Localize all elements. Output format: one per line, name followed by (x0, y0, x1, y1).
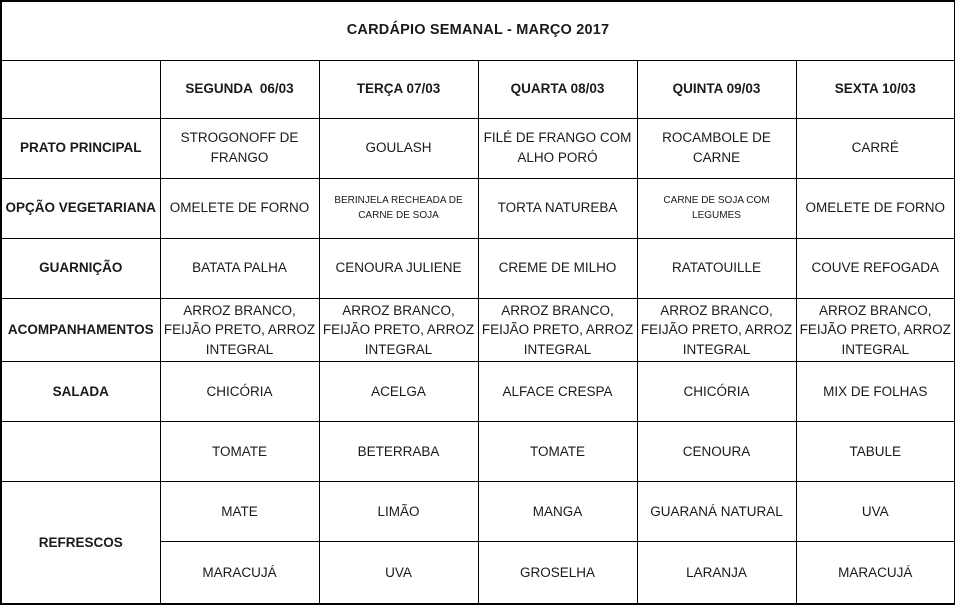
col-header-segunda: SEGUNDA 06/03 (160, 60, 319, 118)
menu-cell: MATE (160, 482, 319, 542)
menu-cell: OMELETE DE FORNO (160, 178, 319, 238)
menu-cell: CHICÓRIA (160, 362, 319, 422)
menu-cell: MANGA (478, 482, 637, 542)
menu-cell: ALFACE CRESPA (478, 362, 637, 422)
col-header-sexta: SEXTA 10/03 (796, 60, 955, 118)
menu-cell: ARROZ BRANCO, FEIJÃO PRETO, ARROZ INTEGRAL (319, 298, 478, 362)
menu-cell: BATATA PALHA (160, 238, 319, 298)
menu-cell: CREME DE MILHO (478, 238, 637, 298)
menu-cell: COUVE REFOGADA (796, 238, 955, 298)
menu-cell: RATATOUILLE (637, 238, 796, 298)
menu-cell: TORTA NATUREBA (478, 178, 637, 238)
menu-cell: GROSELHA (478, 542, 637, 604)
menu-cell: LIMÃO (319, 482, 478, 542)
menu-cell: ARROZ BRANCO, FEIJÃO PRETO, ARROZ INTEGRAL (160, 298, 319, 362)
menu-cell: MARACUJÁ (160, 542, 319, 604)
menu-cell: ROCAMBOLE DE CARNE (637, 118, 796, 178)
menu-cell: ARROZ BRANCO, FEIJÃO PRETO, ARROZ INTEGRAL (637, 298, 796, 362)
menu-cell: GUARANÁ NATURAL (637, 482, 796, 542)
row-label-guarnicao: GUARNIÇÃO (1, 238, 160, 298)
menu-cell: TABULE (796, 422, 955, 482)
menu-cell: ARROZ BRANCO, FEIJÃO PRETO, ARROZ INTEGRAL (478, 298, 637, 362)
menu-cell: BERINJELA RECHEADA DE CARNE DE SOJA (319, 178, 478, 238)
menu-cell: ARROZ BRANCO, FEIJÃO PRETO, ARROZ INTEGRAL (796, 298, 955, 362)
col-header-quarta: QUARTA 08/03 (478, 60, 637, 118)
menu-cell: CHICÓRIA (637, 362, 796, 422)
col-header-quinta: QUINTA 09/03 (637, 60, 796, 118)
menu-cell: OMELETE DE FORNO (796, 178, 955, 238)
menu-cell: CENOURA JULIENE (319, 238, 478, 298)
row-label-prato-principal: PRATO PRINCIPAL (1, 118, 160, 178)
menu-cell: TOMATE (478, 422, 637, 482)
menu-cell: CENOURA (637, 422, 796, 482)
row-label-opcao-vegetariana: OPÇÃO VEGETARIANA (1, 178, 160, 238)
menu-cell: CARRÉ (796, 118, 955, 178)
table-title: CARDÁPIO SEMANAL - MARÇO 2017 (1, 1, 955, 60)
menu-cell: FILÉ DE FRANGO COM ALHO PORÓ (478, 118, 637, 178)
row-label-refrescos: REFRESCOS (1, 482, 160, 604)
row-label-empty (1, 422, 160, 482)
menu-cell: TOMATE (160, 422, 319, 482)
row-label-acompanhamentos: ACOMPANHAMENTOS (1, 298, 160, 362)
menu-cell: UVA (796, 482, 955, 542)
menu-cell: GOULASH (319, 118, 478, 178)
col-header-terca: TERÇA 07/03 (319, 60, 478, 118)
menu-cell: STROGONOFF DE FRANGO (160, 118, 319, 178)
menu-cell: UVA (319, 542, 478, 604)
menu-cell: CARNE DE SOJA COM LEGUMES (637, 178, 796, 238)
menu-cell: LARANJA (637, 542, 796, 604)
menu-cell: MARACUJÁ (796, 542, 955, 604)
menu-cell: MIX DE FOLHAS (796, 362, 955, 422)
menu-cell: BETERRABA (319, 422, 478, 482)
row-label-salada: SALADA (1, 362, 160, 422)
corner-cell (1, 60, 160, 118)
menu-cell: ACELGA (319, 362, 478, 422)
